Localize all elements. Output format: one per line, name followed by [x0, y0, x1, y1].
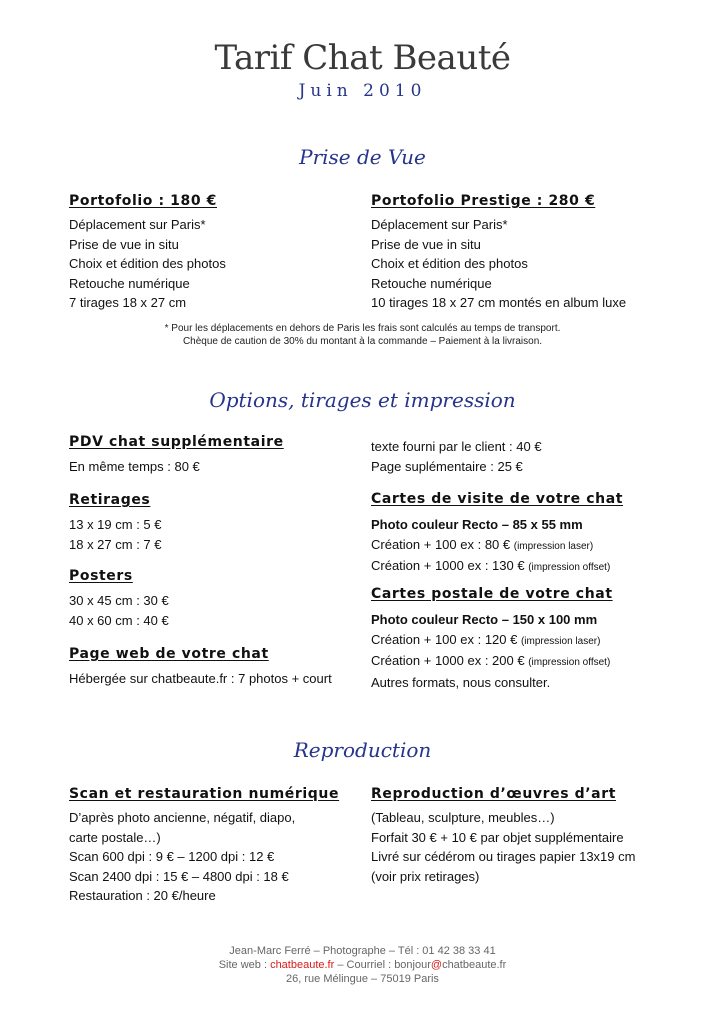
list-item: Retouche numérique: [69, 275, 190, 291]
list-item: (Tableau, sculpture, meubles…): [371, 810, 555, 825]
section-title-options: Options, tirages et impression: [209, 388, 516, 412]
cartes-visite-sub: Photo couleur Recto – 85 x 55 mm: [371, 517, 583, 532]
email-at[interactable]: @: [430, 959, 443, 971]
page-web-line: Hébergée sur chatbeaute.fr : 7 photos + court: [69, 671, 332, 686]
list-item: Création + 1000 ex : 200 € (impression offset): [371, 653, 611, 669]
list-item: texte fourni par le client : 40 €: [371, 439, 542, 454]
posters-list: [69, 591, 169, 630]
list-item: Forfait 30 € + 10 € par objet supplémentaire: [371, 829, 624, 845]
footer-address: 26, rue Mélingue – 75019 Paris: [286, 973, 439, 985]
list-item: Déplacement sur Paris*: [69, 217, 206, 232]
list-item: Choix et édition des photos: [371, 256, 528, 272]
page-title: Tarif Chat Beauté: [214, 38, 511, 78]
list-item: Autres formats, nous consulter.: [371, 674, 551, 690]
page-subtitle: Juin 2010: [298, 81, 427, 101]
section-title-reproduction: Reproduction: [293, 738, 432, 762]
list-item: D’après photo ancienne, négatif, diapo,: [69, 810, 296, 825]
cartes-postale-heading: Cartes postale de votre chat: [371, 586, 613, 602]
cartes-postale-list: [371, 610, 610, 692]
list-item: Déplacement sur Paris*: [371, 217, 508, 232]
list-item: Restauration : 20 €/heure: [69, 888, 216, 904]
scan-heading: Scan et restauration numérique: [69, 786, 340, 802]
note-line: * Pour les déplacements en dehors de Paris les frais sont calculés au temps de transport.: [164, 323, 561, 334]
list-item: 18 x 27 cm : 7 €: [69, 536, 162, 552]
site-link[interactable]: chatbeaute.fr: [270, 959, 335, 971]
footer: [0, 944, 725, 986]
pdv-heading: PDV chat supplémentaire: [69, 434, 284, 450]
list-item: Prise de vue in situ: [371, 236, 481, 252]
list-item: Page suplémentaire : 25 €: [371, 458, 523, 474]
list-item: Création + 1000 ex : 130 € (impression offset): [371, 558, 611, 574]
retirages-heading: Retirages: [69, 492, 151, 508]
section-title-prise-de-vue: Prise de Vue: [299, 145, 426, 169]
scan-list: [69, 808, 295, 906]
list-item: 40 x 60 cm : 40 €: [69, 612, 169, 628]
list-item: carte postale…): [69, 829, 161, 845]
portofolio-heading: Portofolio : 180 €: [69, 193, 218, 209]
posters-heading: Posters: [69, 568, 133, 584]
oeuvres-heading: Reproduction d’œuvres d’art: [371, 786, 616, 802]
list-item: 13 x 19 cm : 5 €: [69, 517, 162, 532]
page-web-heading: Page web de votre chat: [69, 646, 269, 662]
prestige-heading: Portofolio Prestige : 280 €: [371, 193, 596, 209]
list-item: (voir prix retirages): [371, 868, 480, 884]
footer-contact: Jean-Marc Ferré – Photographe – Tél : 01 42 38 33 41: [229, 945, 496, 957]
list-item: 30 x 45 cm : 30 €: [69, 593, 169, 608]
note-line: Chèque de caution de 30% du montant à la commande – Paiement à la livraison.: [182, 336, 543, 347]
list-item: Scan 2400 dpi : 15 € – 4800 dpi : 18 €: [69, 868, 289, 884]
page-web-continuation: [371, 437, 542, 476]
portofolio-list: [69, 215, 226, 313]
prestige-list: [371, 215, 626, 313]
cartes-postale-sub: Photo couleur Recto – 150 x 100 mm: [371, 612, 598, 627]
list-item: Choix et édition des photos: [69, 256, 226, 272]
list-item: 7 tirages 18 x 27 cm: [69, 295, 187, 311]
retirages-list: [69, 515, 162, 554]
cartes-visite-list: [371, 515, 610, 578]
oeuvres-list: [371, 808, 635, 886]
list-item: Livré sur cédérom ou tirages papier 13x19 cm: [371, 849, 636, 865]
footer-web: Site web : chatbeaute.fr – Courriel : bonjour@chatbeaute.fr: [218, 959, 507, 971]
list-item: 10 tirages 18 x 27 cm montés en album luxe: [371, 295, 627, 311]
list-item: Création + 100 ex : 80 € (impression laser): [371, 536, 594, 552]
pdv-line: En même temps : 80 €: [69, 459, 200, 474]
cartes-visite-heading: Cartes de visite de votre chat: [371, 491, 624, 507]
travel-note: [0, 322, 725, 348]
list-item: Retouche numérique: [371, 275, 492, 291]
list-item: Création + 100 ex : 120 € (impression laser): [371, 631, 601, 647]
list-item: Scan 600 dpi : 9 € – 1200 dpi : 12 €: [69, 849, 275, 865]
list-item: Prise de vue in situ: [69, 236, 179, 252]
